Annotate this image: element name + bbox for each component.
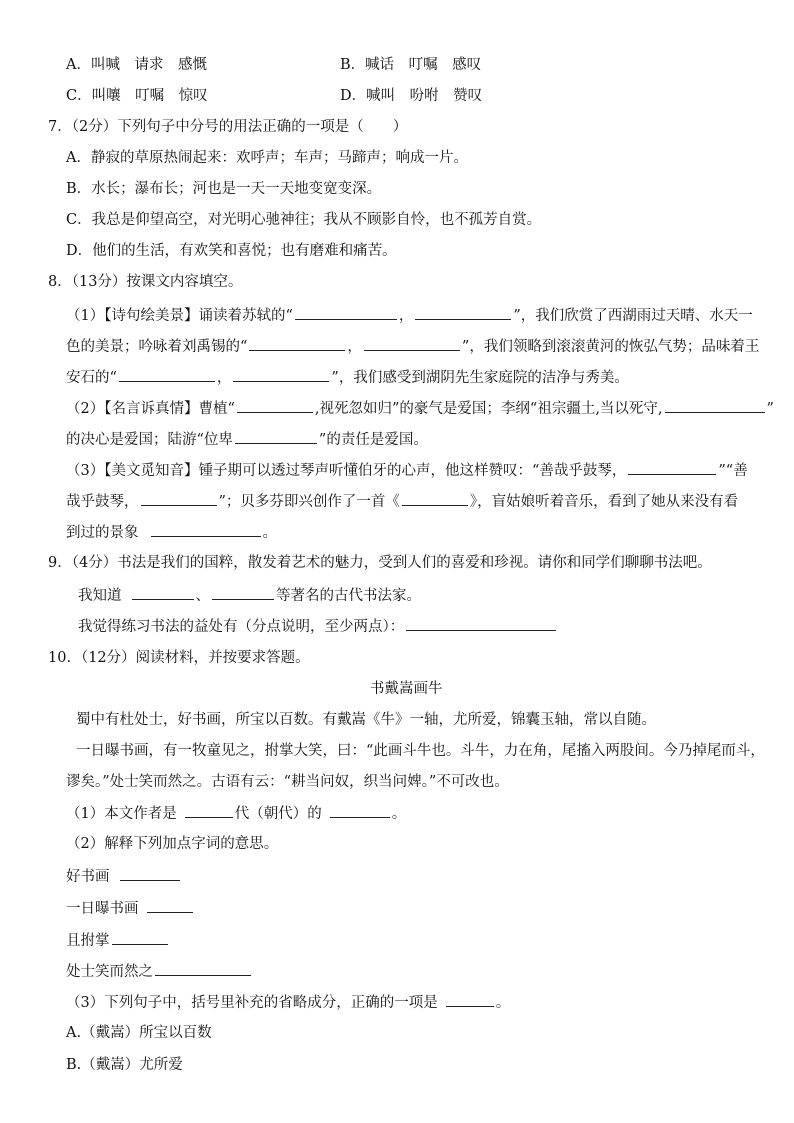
answer-blank[interactable]: [155, 961, 251, 976]
question-9-stem: 9．（4分）书法是我们的国粹，散发着艺术的魅力，受到人们的喜爱和珍视。请你和同学们聊聊书法吧。: [48, 555, 712, 571]
text: ，: [398, 308, 414, 324]
answer-blank[interactable]: [249, 336, 345, 351]
text: ”: [766, 401, 774, 417]
q7-option-b: B．水长；瀑布长；河也是一天一天地变宽变深。: [66, 181, 382, 197]
text: 》，盲姑娘听着音乐，看到了她从来没有看: [469, 494, 739, 510]
q10-option-a: A.（戴嵩）所宝以百数: [66, 1025, 212, 1041]
word-item-1: [66, 866, 182, 887]
option-d: D．喊叫 吩咐 赞叹: [340, 88, 483, 104]
text: 等著名的古代书法家。: [276, 588, 421, 604]
text: ”，我们欣赏了西湖雨过天晴、水天一: [513, 308, 753, 324]
passage-paragraph-2-cont: 谬矣。”处士笑而然之。古语有云：“耕当问奴，织当问婢。”不可改也。: [66, 774, 509, 790]
answer-blank[interactable]: [402, 491, 468, 506]
text: （3）下列句子中，括号里补充的省略成分，正确的一项是: [66, 995, 438, 1011]
answer-blank[interactable]: [147, 898, 193, 913]
text: 且拊掌: [66, 933, 110, 949]
answer-blank[interactable]: [235, 429, 317, 444]
text: 哉乎鼓琴，: [66, 494, 139, 510]
text: 色的美景；吟咏着刘禹锡的“: [66, 339, 248, 355]
answer-blank[interactable]: [132, 585, 194, 600]
answer-blank[interactable]: [233, 367, 329, 382]
q8-part3-line1: [66, 460, 748, 481]
q7-option-c: C．我总是仰望高空，对光明心驰神往；我从不顾影自怜，也不孤芳自赏。: [66, 212, 542, 228]
question-7-stem: 7．（2分）下列句子中分号的用法正确的一项是（ ）: [48, 119, 408, 135]
answer-blank[interactable]: [237, 398, 313, 413]
q8-part1-line1: [66, 305, 753, 326]
answer-blank[interactable]: [141, 491, 217, 506]
q10-sub2: （2）解释下列加点字词的意思。: [66, 836, 279, 852]
text: （1）【诗句绘美景】诵读着苏轼的“: [66, 308, 293, 324]
option-c: C．叫嚷 叮嘱 惊叹: [66, 88, 208, 104]
text: （1）本文作者是: [66, 806, 177, 822]
text: 。: [391, 806, 407, 822]
text: 一日曝书画: [66, 901, 139, 917]
q9-line2: [78, 616, 558, 637]
answer-blank[interactable]: [364, 336, 460, 351]
answer-blank[interactable]: [330, 803, 390, 818]
text: 处士笑而然之: [66, 964, 153, 980]
answer-blank[interactable]: [185, 803, 233, 818]
text: ，: [216, 370, 232, 386]
answer-blank[interactable]: [212, 585, 274, 600]
answer-blank[interactable]: [406, 616, 556, 631]
q9-line1: [78, 585, 421, 606]
q8-part1-line2: [66, 336, 759, 357]
text: 。: [262, 525, 277, 541]
text: ,视死忽如归”的豪气是爱国；李纲“祖宗疆土,当以死守,: [314, 401, 663, 417]
text: （2）【名言诉真情】曹植“: [66, 401, 235, 417]
text: 好书画: [66, 869, 110, 885]
text: 的决心是爱国；陆游“位卑: [66, 432, 233, 448]
answer-blank[interactable]: [120, 866, 180, 881]
text: 到过的景象: [66, 525, 139, 541]
passage-paragraph-1: 蜀中有杜处士，好书画，所宝以百数。有戴嵩《牛》一轴，尤所爱，锦囊玉轴，常以自随。: [76, 712, 656, 728]
word-item-4: [66, 961, 253, 982]
text: ”“善: [718, 463, 748, 479]
q8-part3-line2: [66, 491, 738, 512]
q8-part2-line2: [66, 429, 428, 450]
text: ，: [347, 339, 362, 355]
question-8-stem: 8．（13分）按课文内容填空。: [48, 274, 243, 290]
answer-blank[interactable]: [446, 992, 494, 1007]
word-item-2: [66, 898, 195, 919]
q10-sub1: [66, 803, 406, 824]
text: （3）【美文觅知音】锺子期可以透过琴声听懂伯牙的心声，他这样赞叹：“善哉乎鼓琴，: [66, 463, 627, 479]
word-item-3: [66, 930, 170, 951]
question-10-stem: 10．（12分）阅读材料，并按要求答题。: [48, 650, 310, 666]
text: 。: [495, 995, 511, 1011]
text: 我知道: [78, 588, 122, 604]
q10-option-b: B.（戴嵩）尤所爱: [66, 1057, 183, 1073]
q8-part3-line3: [66, 522, 277, 543]
answer-blank[interactable]: [151, 522, 261, 537]
passage-paragraph-2: 一日曝书画，有一牧童见之，拊掌大笑，曰：“此画斗牛也。斗牛，力在角，尾搐入两股间。今乃掉尾而斗，: [76, 743, 765, 759]
text: 我觉得练习书法的益处有（分点说明，至少两点）：: [78, 619, 405, 635]
text: 、: [195, 588, 210, 604]
answer-blank[interactable]: [665, 398, 765, 413]
q8-part1-line3: [66, 367, 629, 388]
answer-blank[interactable]: [295, 305, 397, 320]
q7-option-d: D．他们的生活，有欢笑和喜悦；也有磨难和痛苦。: [66, 243, 397, 259]
text: ”，我们感受到湖阴先生家庭院的洁净与秀美。: [331, 370, 629, 386]
answer-blank[interactable]: [415, 305, 511, 320]
text: ”，我们领略到滚滚黄河的恢弘气势；品味着王: [461, 339, 760, 355]
text: 安石的“: [66, 370, 117, 386]
text: ”；贝多芬即兴创作了一首《: [218, 494, 400, 510]
answer-blank[interactable]: [112, 930, 168, 945]
text: ”的责任是爱国。: [318, 432, 428, 448]
passage-title: 书戴嵩画牛: [370, 681, 443, 697]
answer-blank[interactable]: [119, 367, 215, 382]
option-a: A．叫喊 请求 感慨: [66, 57, 207, 73]
q8-part2-line1: [66, 398, 774, 419]
option-b: B．喊话 叮嘱 感叹: [340, 57, 482, 73]
q10-sub3: [66, 992, 510, 1013]
answer-blank[interactable]: [628, 460, 716, 475]
q7-option-a: A．静寂的草原热闹起来：欢呼声；车声；马蹄声；响成一片。: [66, 150, 468, 166]
text: 代（朝代）的: [234, 806, 322, 822]
